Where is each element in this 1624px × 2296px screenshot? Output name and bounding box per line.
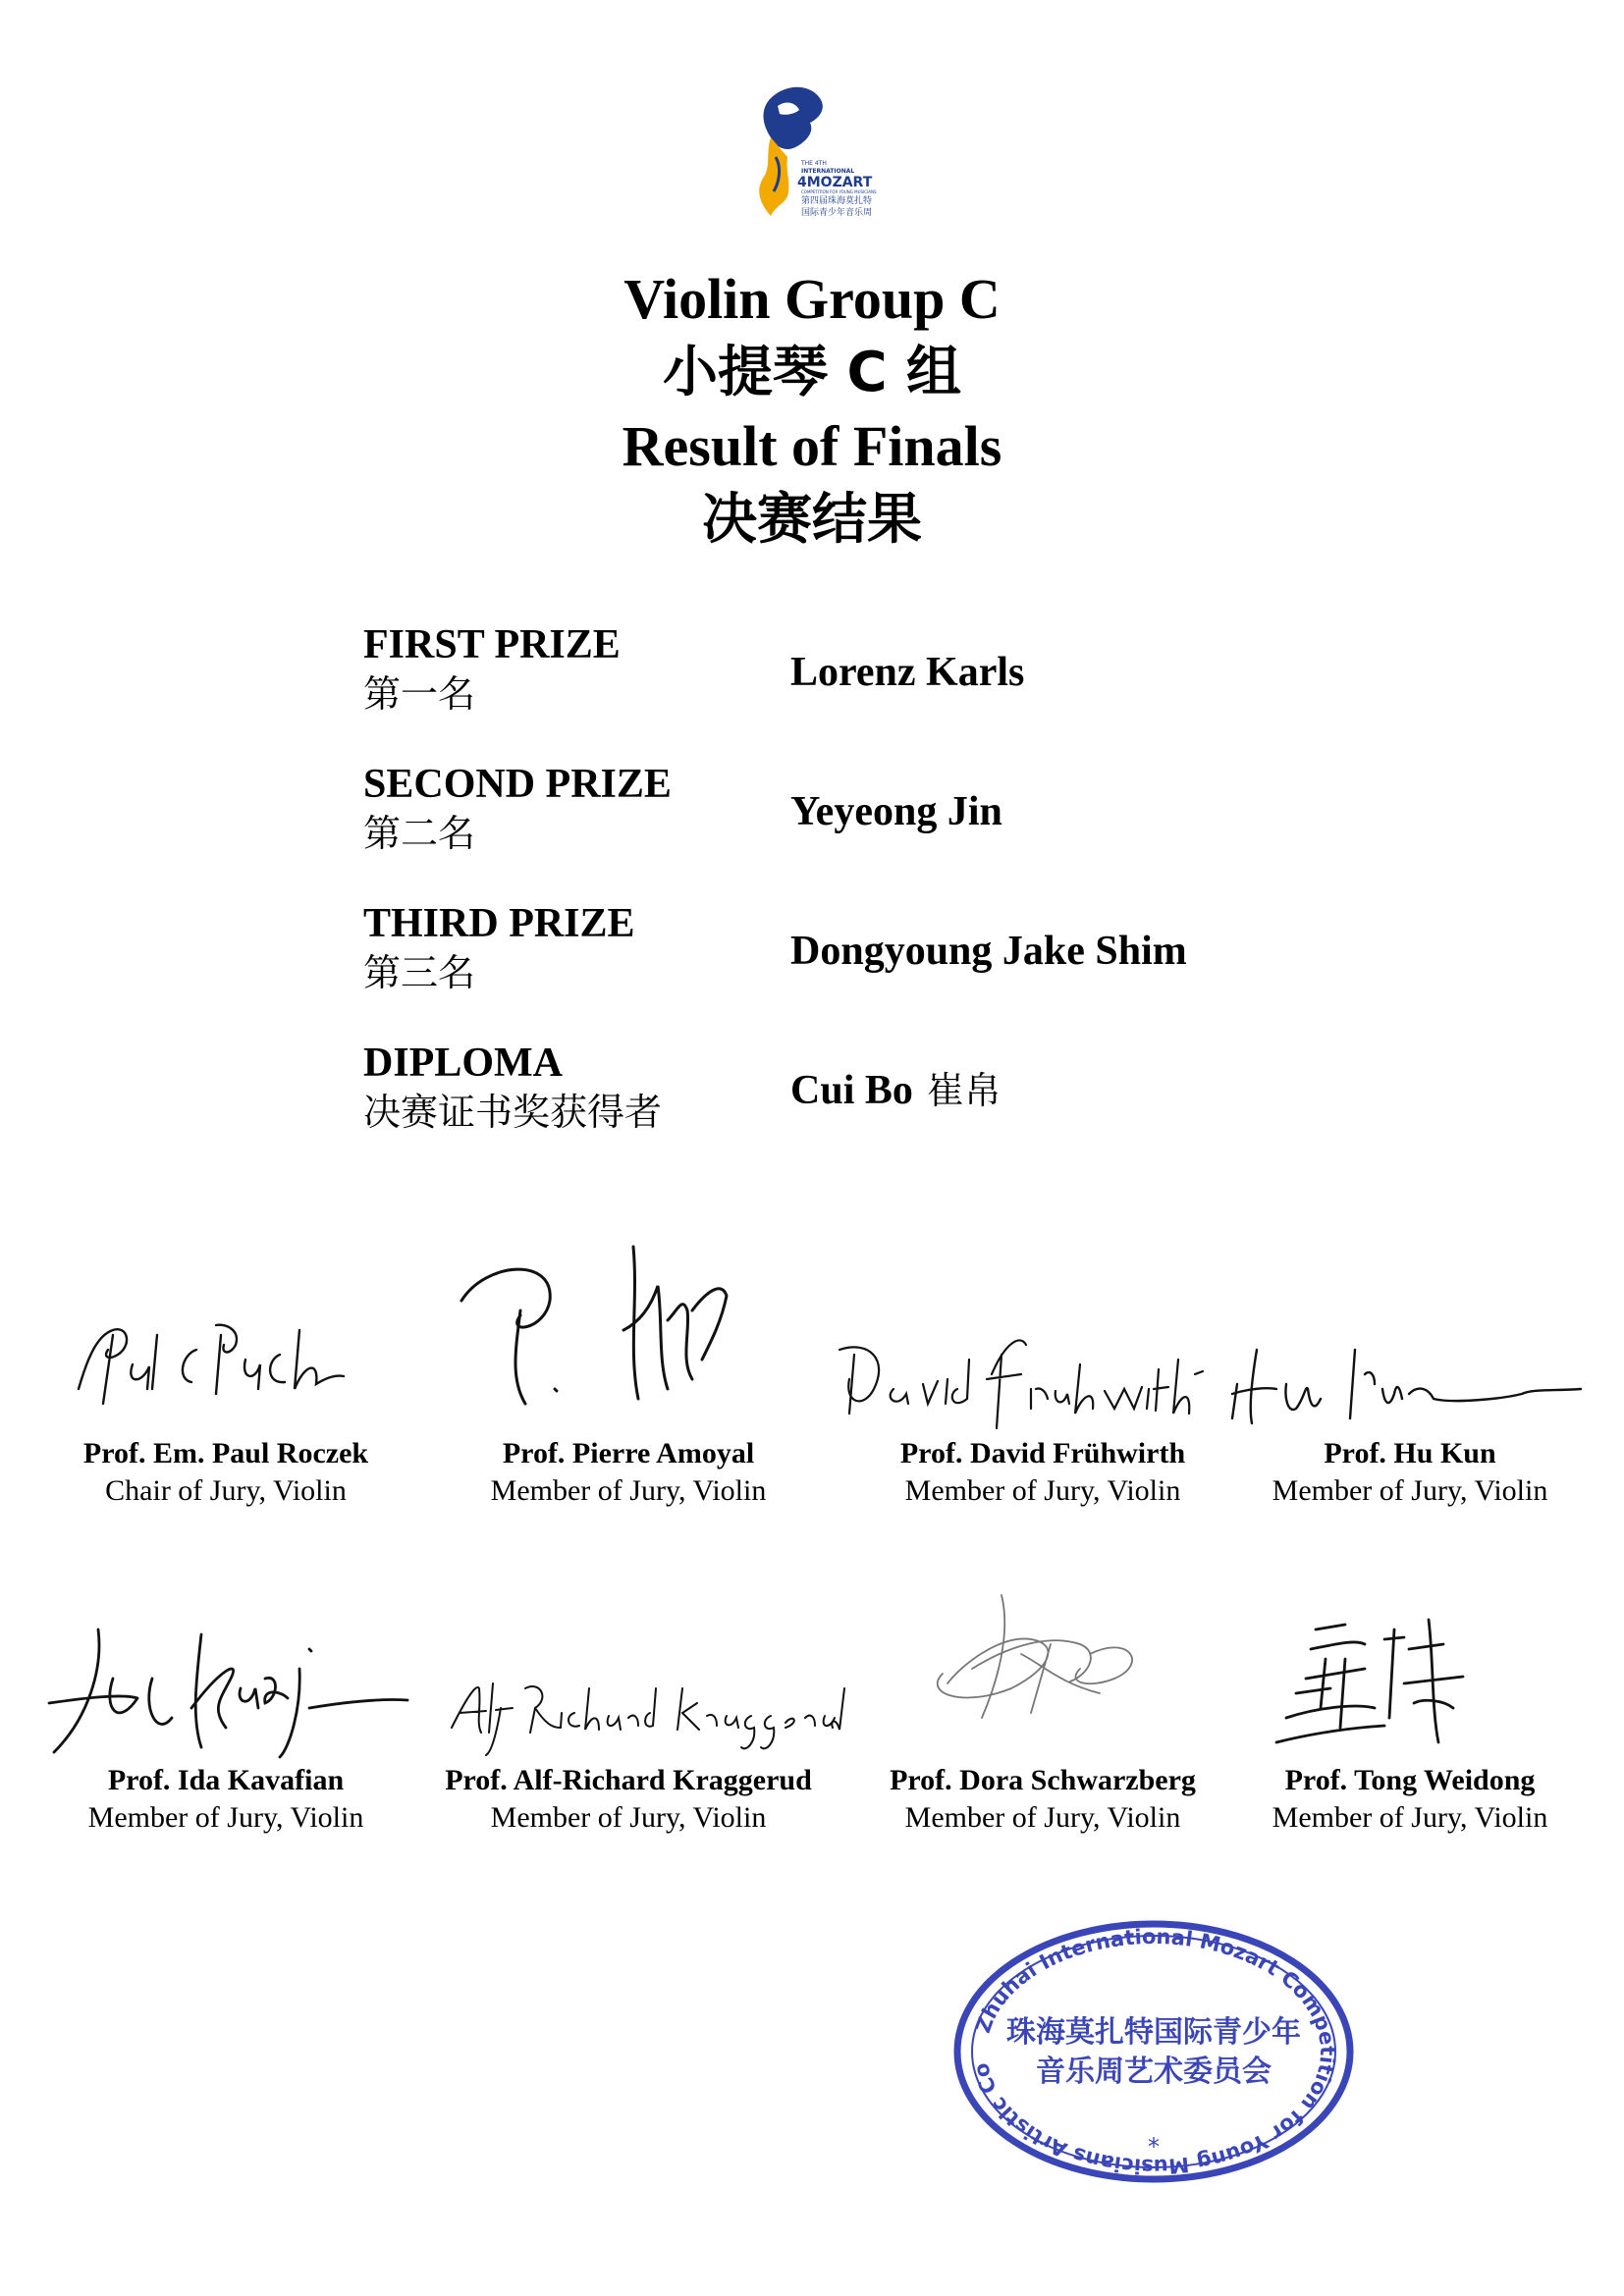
jury-member-6 xyxy=(432,1762,825,1837)
jury-role: Member of Jury, Violin xyxy=(87,1801,364,1834)
jury-name: Prof. Em. Paul Roczek xyxy=(82,1437,369,1469)
prize-label-first: FIRST PRIZE xyxy=(363,622,621,667)
subtitle-en: Result of Finals xyxy=(622,414,1002,478)
jury-member-3 xyxy=(846,1435,1239,1510)
logo-text-4: COMPETITION FOR YOUNG MUSICIANS xyxy=(801,189,877,194)
winner-diploma-cn: 崔帛 xyxy=(926,1069,1001,1112)
jury-role: Member of Jury, Violin xyxy=(1272,1474,1548,1507)
jury-role: Chair of Jury, Violin xyxy=(105,1474,347,1507)
competition-logo xyxy=(717,79,913,226)
jury-role: Member of Jury, Violin xyxy=(1272,1801,1548,1834)
jury-name: Prof. Dora Schwarzberg xyxy=(890,1764,1196,1796)
signature-tong-weidong xyxy=(1257,1610,1532,1757)
logo-text-2: INTERNATIONAL xyxy=(801,168,855,175)
stamp-center-line-2: 音乐周艺术委员会 xyxy=(1036,2055,1272,2089)
signature-pierre-amoyal xyxy=(447,1242,790,1438)
prize-cn-diploma: 决赛证书奖获得者 xyxy=(363,1091,663,1134)
jury-member-4 xyxy=(1214,1435,1606,1510)
logo-text-3: 4MOZART xyxy=(797,175,873,190)
jury-name: Prof. Alf-Richard Kraggerud xyxy=(445,1764,812,1796)
logo-text-cn1: 第四届珠海莫扎特 xyxy=(801,196,873,206)
title-cn: 小提琴 C 组 xyxy=(662,341,962,404)
prize-label-second: SECOND PRIZE xyxy=(363,762,672,807)
prize-cn-third: 第三名 xyxy=(363,951,476,994)
jury-member-8 xyxy=(1214,1762,1606,1837)
logo-text-cn2: 国际青少年音乐周 xyxy=(801,208,873,218)
winner-third xyxy=(790,927,1201,976)
jury-name: Prof. David Frühwirth xyxy=(899,1437,1186,1469)
jury-role: Member of Jury, Violin xyxy=(490,1474,767,1507)
prize-label-diploma: DIPLOMA xyxy=(363,1041,563,1086)
signature-alf-richard-kraggerud xyxy=(442,1669,854,1757)
winner-diploma xyxy=(790,1066,1001,1115)
jury-role: Member of Jury, Violin xyxy=(904,1801,1181,1834)
jury-name: Prof. Tong Weidong xyxy=(1284,1764,1536,1796)
title-en: Violin Group C xyxy=(623,267,1001,331)
jury-member-5 xyxy=(29,1762,422,1837)
prize-cn-first: 第一名 xyxy=(363,672,476,716)
winner-first-name: Lorenz Karls xyxy=(790,650,1025,695)
winner-first xyxy=(790,648,1038,697)
jury-name: Prof. Ida Kavafian xyxy=(107,1764,345,1796)
committee-stamp xyxy=(947,1914,1360,2189)
jury-name: Prof. Hu Kun xyxy=(1324,1437,1496,1469)
jury-member-7 xyxy=(846,1762,1239,1837)
winner-second xyxy=(790,787,1016,836)
winner-second-name: Yeyeong Jin xyxy=(790,789,1002,834)
subtitle-cn: 决赛结果 xyxy=(702,488,922,552)
stamp-star-icon: * xyxy=(1148,2133,1160,2161)
signature-ida-kavafian xyxy=(44,1620,417,1767)
prize-cn-second: 第二名 xyxy=(363,812,476,855)
signature-david-fruehwirth xyxy=(830,1320,1242,1438)
winner-third-name: Dongyoung Jake Shim xyxy=(790,929,1187,974)
prize-label-third: THIRD PRIZE xyxy=(363,901,635,946)
jury-member-1 xyxy=(29,1435,422,1510)
winner-diploma-name: Cui Bo xyxy=(790,1068,913,1113)
jury-member-2 xyxy=(432,1435,825,1510)
signature-hu-kun xyxy=(1227,1330,1600,1438)
jury-role: Member of Jury, Violin xyxy=(904,1474,1181,1507)
stamp-ring-text: Zhuhai International Mozart Competition for Young Musicians Artistic Co xyxy=(968,1924,1340,2179)
stamp-center-line-1: 珠海莫扎特国际青少年 xyxy=(1006,2015,1301,2050)
jury-role: Member of Jury, Violin xyxy=(490,1801,767,1834)
signature-dora-schwarzberg xyxy=(903,1585,1159,1733)
signature-paul-roczek xyxy=(59,1296,403,1423)
logo-text-1: THE 4TH xyxy=(801,160,827,167)
jury-name: Prof. Pierre Amoyal xyxy=(502,1437,755,1469)
